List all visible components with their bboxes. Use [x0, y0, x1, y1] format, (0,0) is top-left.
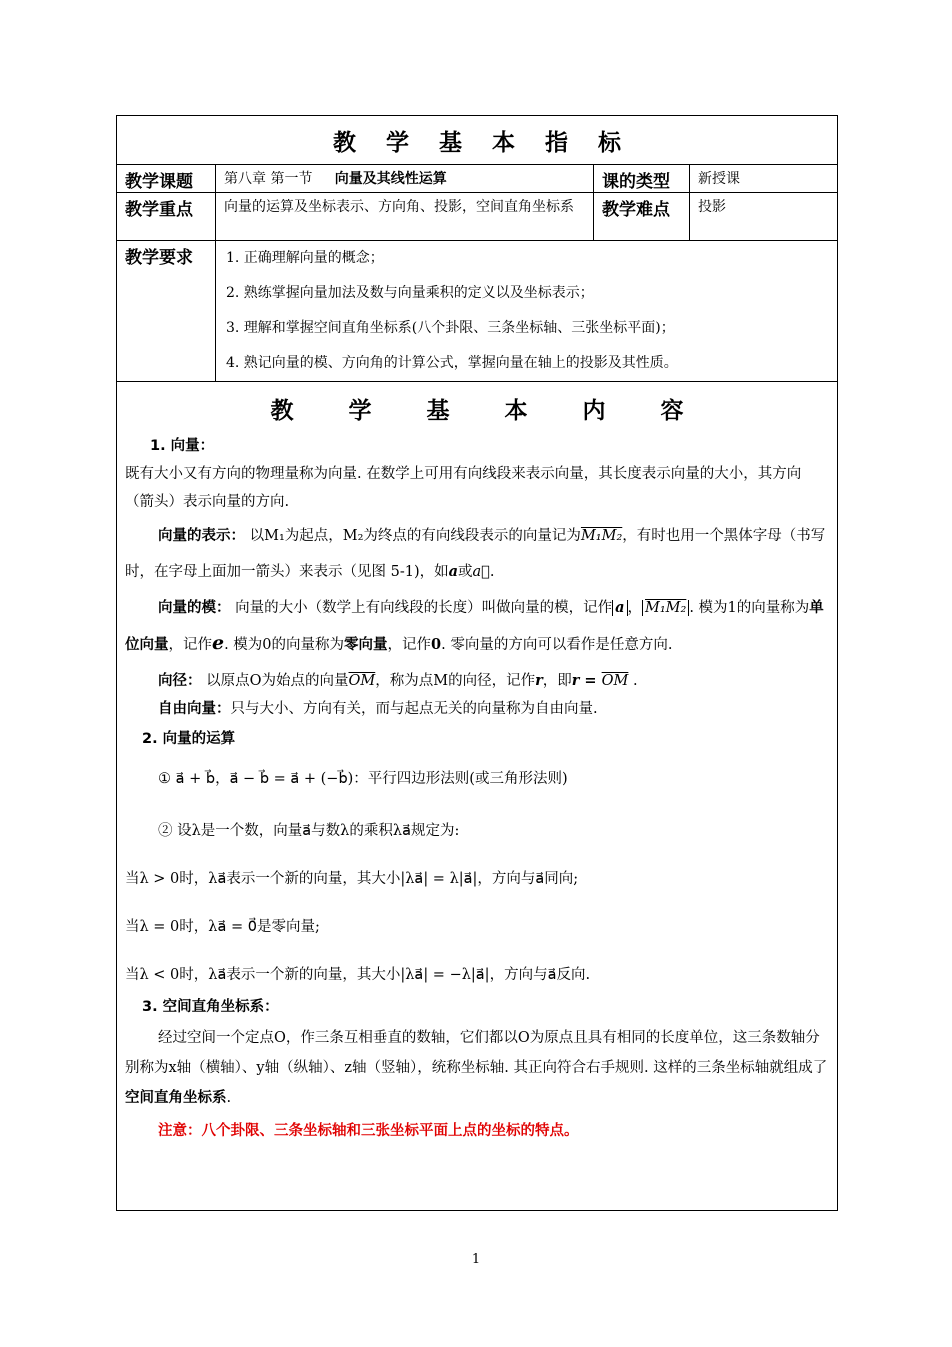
type-label: 课的类型 [594, 165, 690, 193]
requirement-item: 1. 正确理解向量的概念； [226, 250, 384, 266]
section-3-heading: 3. 空间直角坐标系： [142, 999, 279, 1015]
page-number: 1 [471, 1252, 481, 1267]
content-cell [117, 382, 838, 1211]
note: 注意：八个卦限、三条坐标轴和三张坐标平面上点的坐标的特点。 [158, 1123, 579, 1139]
indicator-title: 教学基本指标 [117, 116, 838, 165]
case-positive: 当λ > 0时，λa⃗表示一个新的向量，其大小|λa⃗| = λ|a⃗|，方向与a⃗同向; [125, 871, 579, 887]
requirement-item: 4. 熟记向量的模、方向角的计算公式，掌握向量在轴上的投影及其性质。 [226, 355, 678, 371]
vector-representation: 向量的表示： 以M₁为起点，M₂为终点的有向线段表示的向量记为M₁M₂，有时也用一个黑体字母（书写时，在字母上面加一箭头）来表示（见图 5-1)，如a或a⃗. [125, 528, 826, 580]
operation-2: ② 设λ是一个数，向量a⃗与数λ的乘积λa⃗规定为: [158, 823, 460, 839]
free-vector: 自由向量：只与大小、方向有关，而与起点无关的向量称为自由向量. [158, 701, 598, 717]
vector-definition: 既有大小又有方向的物理量称为向量. 在数学上可用有向线段来表示向量，其长度表示向量的大小，其方向（箭头）表示向量的方向. [125, 466, 802, 510]
key-value: 向量的运算及坐标表示、方向角、投影，空间直角坐标系 [216, 193, 594, 241]
topic-value: 第八章 第一节 向量及其线性运算 [216, 165, 594, 193]
case-negative: 当λ < 0时，λa⃗表示一个新的向量，其大小|λa⃗| = −λ|a⃗|，方向与a⃗反向. [125, 967, 591, 983]
vector-modulus: 向量的模： 向量的大小（数学上有向线段的长度）叫做向量的模，记作 a ， M₁M₂ . 模为1的向量称为单位向量，记作e. 模为0的向量称为零向量，记作0. 零向量的方向可以看作是任意方向. [125, 599, 824, 654]
coordinate-system-text: 经过空间一个定点O，作三条互相垂直的数轴，它们都以O为原点且具有相同的长度单位，这三条数轴分别称为x轴（横轴）、y轴（纵轴）、z轴（竖轴），统称坐标轴. 其正向符合右手规则. 这样的三条坐标轴就组成了空间直角坐标系. [125, 1030, 828, 1106]
requirements-list [216, 241, 838, 382]
requirement-item: 2. 熟练掌握向量加法及数与向量乘积的定义以及坐标表示； [226, 285, 594, 301]
requirement-item: 3. 理解和掌握空间直角坐标系(八个卦限、三条坐标轴、三张坐标平面)； [226, 320, 675, 336]
section-2-heading: 2. 向量的运算 [142, 731, 236, 747]
difficulty-value: 投影 [690, 193, 838, 241]
topic-label: 教学课题 [117, 165, 216, 193]
lesson-sheet [116, 115, 837, 1211]
key-label: 教学重点 [117, 193, 216, 241]
requirements-label: 教学要求 [117, 241, 216, 382]
content-body [117, 432, 837, 1145]
section-1-heading: 1. 向量： [150, 438, 215, 454]
radius-vector: 向径： 以原点O为始点的向量$\overline{OM}$，称为点M的向径，记作r，即$r = \overline{OM}$ . [158, 672, 638, 689]
content-title: 教学基本内容 [270, 398, 739, 424]
operation-1: ① a⃗ + b⃗，a⃗ − b⃗ = a⃗ + (−b⃗)：平行四边形法则(或三角形法则) [158, 771, 568, 787]
case-zero: 当λ = 0时，λa⃗ = 0⃗是零向量; [125, 919, 320, 935]
type-value: 新授课 [690, 165, 838, 193]
difficulty-label: 教学难点 [594, 193, 690, 241]
indicator-table [116, 115, 838, 1211]
